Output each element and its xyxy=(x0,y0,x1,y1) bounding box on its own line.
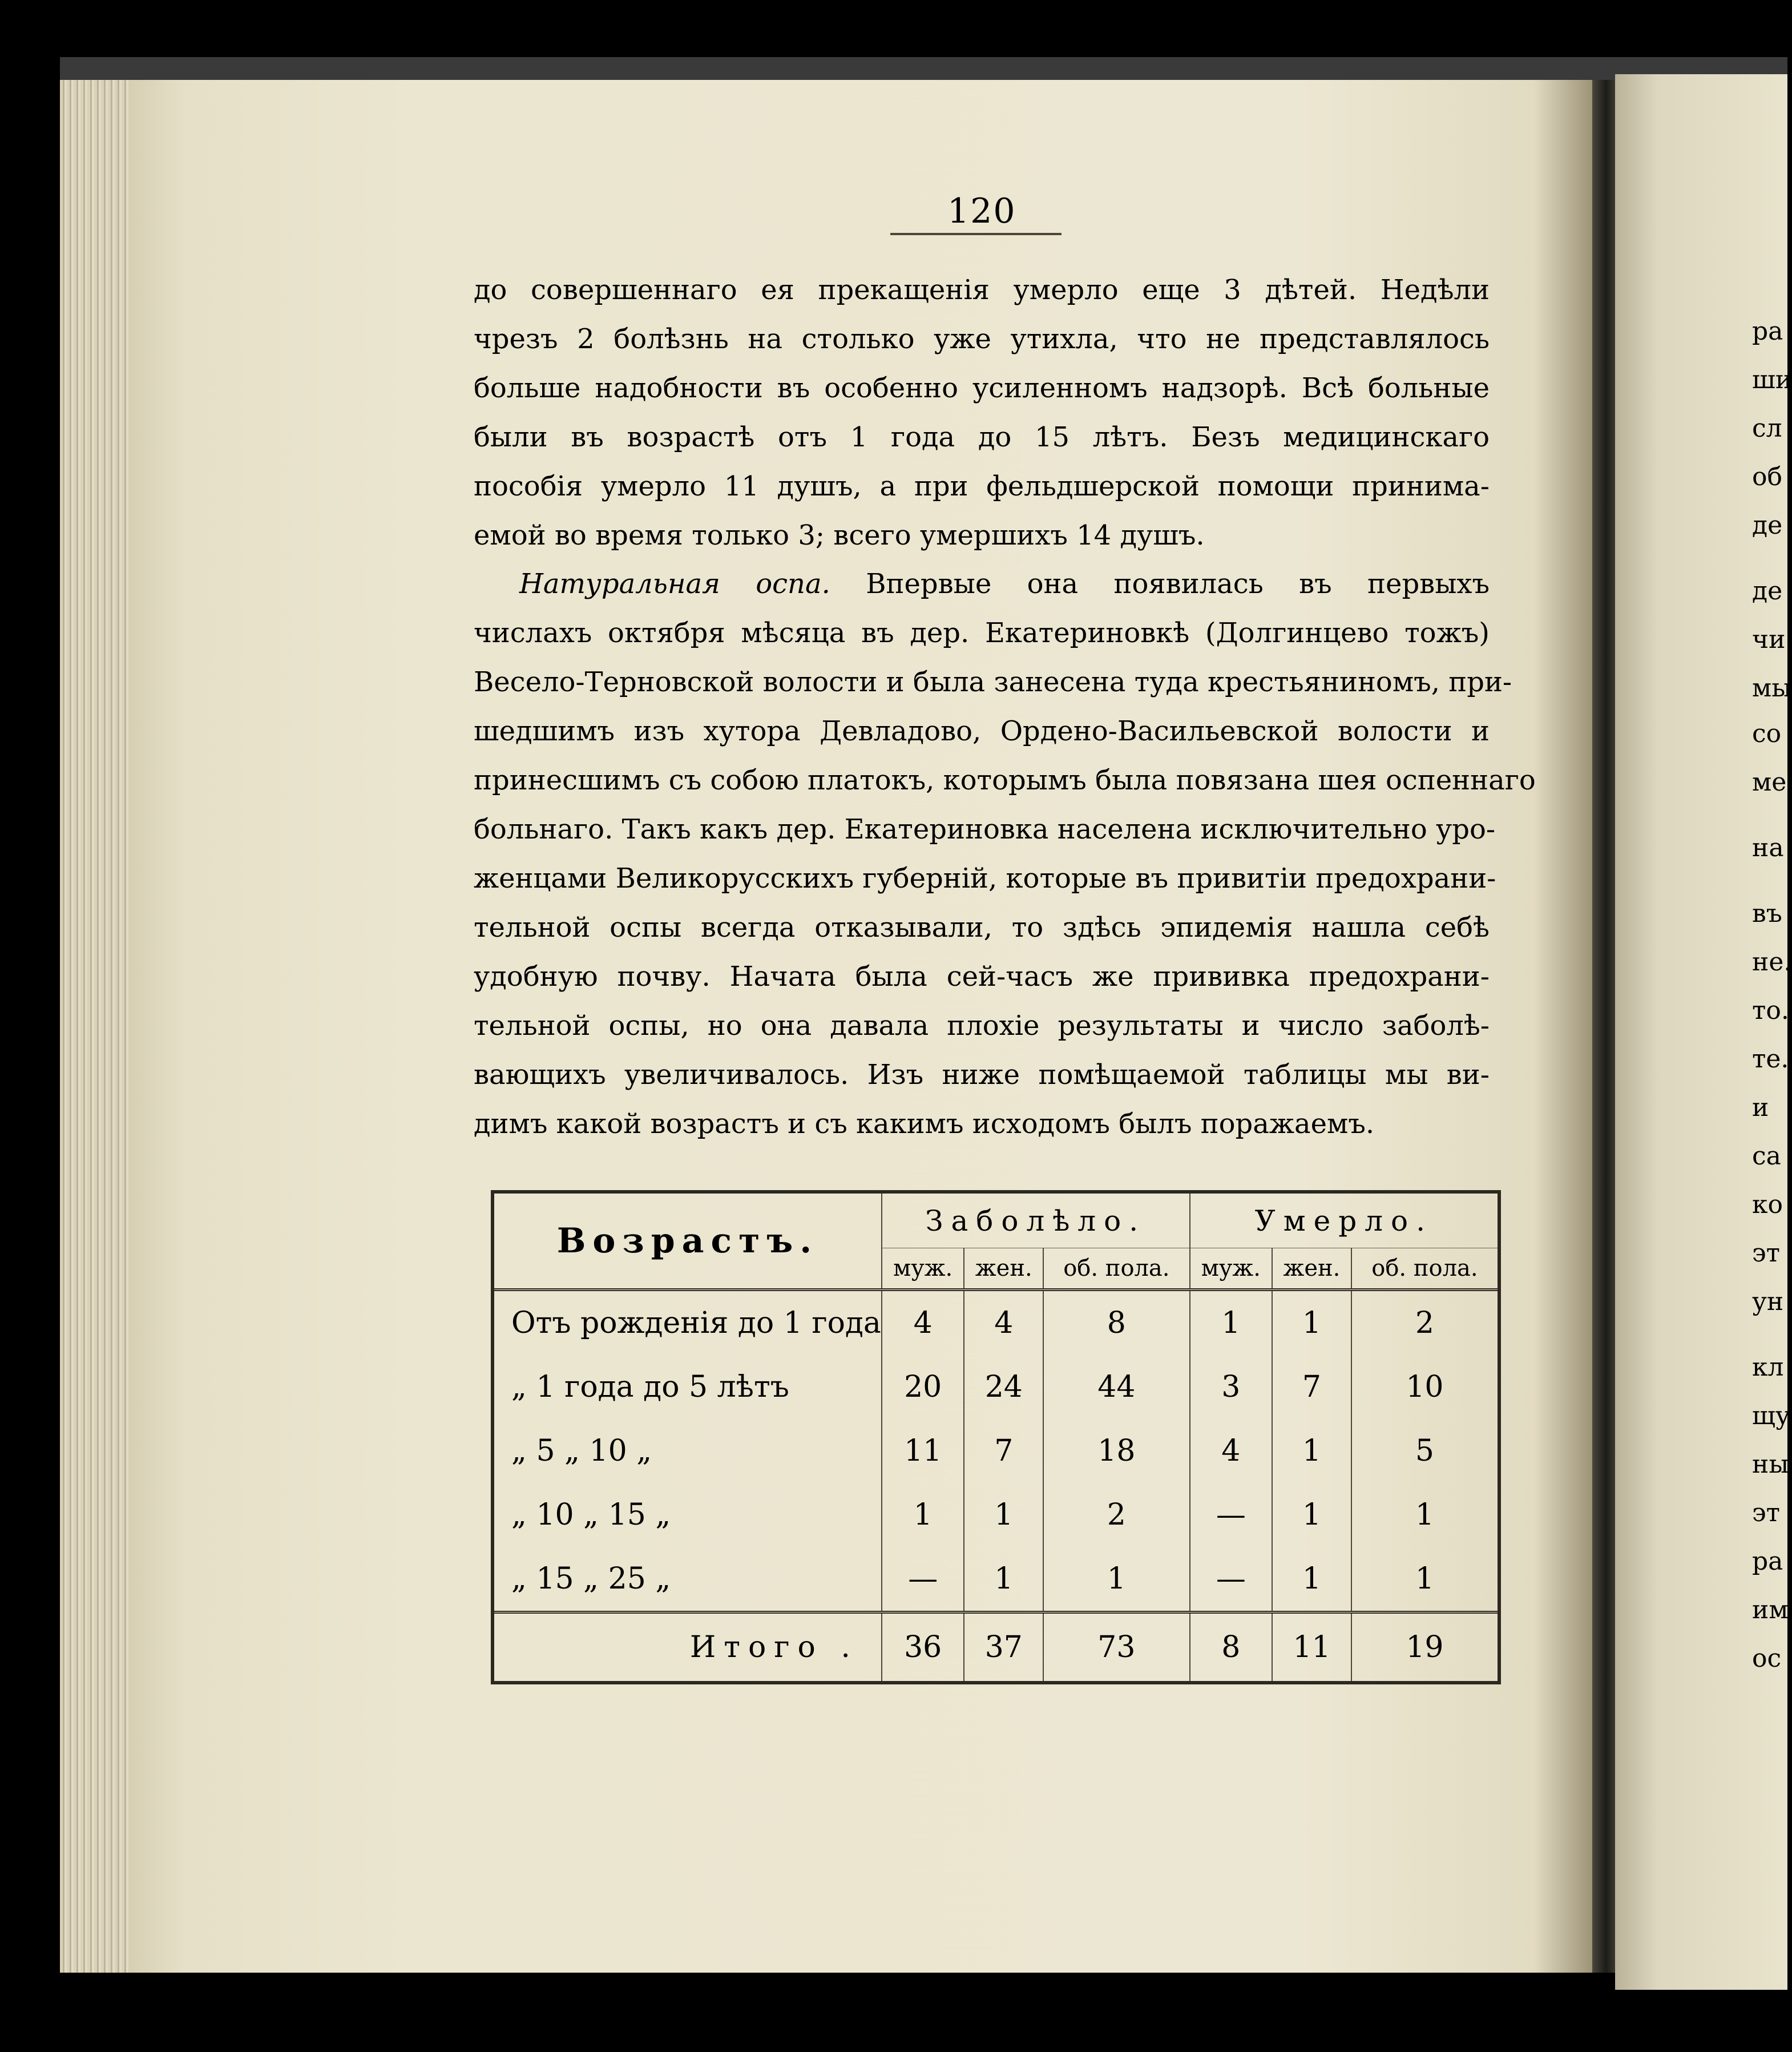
right-page-fragment: эт xyxy=(1752,1498,1780,1527)
value-cell: 1 xyxy=(1272,1547,1351,1612)
book-gutter xyxy=(1592,80,1615,1973)
sub-header: об. пола. xyxy=(1351,1248,1499,1290)
text-line: числахъ октября мѣсяца въ дер. Екатериновкѣ (Долгинцево тожъ) xyxy=(474,617,1490,649)
section-heading: Натуральная оспа. xyxy=(519,568,830,600)
text-line: чрезъ 2 болѣзнь на столько уже утихла, что не представлялось xyxy=(474,323,1490,355)
value-cell: 18 xyxy=(1043,1419,1189,1483)
total-row xyxy=(493,1612,1499,1683)
text-line: Весело-Терновской волости и была занесена туда крестьяниномъ, при- xyxy=(474,666,1512,698)
age-header: Возрастъ. xyxy=(493,1192,882,1290)
right-page-fragment: ун xyxy=(1752,1287,1784,1316)
total-cell: 37 xyxy=(964,1612,1043,1683)
value-cell: 3 xyxy=(1190,1355,1273,1419)
value-cell: 8 xyxy=(1043,1290,1189,1356)
value-cell: 4 xyxy=(964,1290,1043,1356)
total-cell: 73 xyxy=(1043,1612,1189,1683)
right-page-fragment: ос xyxy=(1752,1644,1782,1673)
right-page-fragment: то. xyxy=(1752,996,1789,1025)
right-page-fragment: де xyxy=(1752,577,1783,606)
right-page-fragment: ме xyxy=(1752,768,1787,797)
page-number-rule xyxy=(890,233,1062,235)
sub-header: жен. xyxy=(964,1248,1043,1290)
value-cell: 4 xyxy=(882,1290,964,1356)
text-line: пособія умерло 11 душъ, а при фельдшерской помощи принима- xyxy=(474,470,1490,502)
right-page-fragment: на xyxy=(1752,833,1784,862)
text-line: вающихъ увеличивалось. Изъ ниже помѣщаемой таблицы мы ви- xyxy=(474,1059,1490,1091)
table-row xyxy=(493,1290,1499,1356)
total-cell: 36 xyxy=(882,1612,964,1683)
total-cell: 19 xyxy=(1351,1612,1499,1683)
right-page-fragment: те. xyxy=(1752,1045,1789,1074)
right-page-fragment: ны xyxy=(1752,1450,1789,1479)
value-cell: 1 xyxy=(882,1483,964,1547)
right-page-fragment: щу xyxy=(1752,1401,1790,1430)
age-cell: „ 10 „ 15 „ xyxy=(493,1483,882,1547)
value-cell: 1 xyxy=(1272,1483,1351,1547)
paragraph-1 xyxy=(474,265,1490,560)
right-page-fragment: са xyxy=(1752,1142,1781,1171)
age-cell: „ 15 „ 25 „ xyxy=(493,1547,882,1612)
right-page-fragment: ра xyxy=(1752,317,1783,346)
right-page-fragment: эт xyxy=(1752,1239,1780,1268)
text-line xyxy=(474,559,1490,608)
right-page-fragment: кл xyxy=(1752,1353,1784,1382)
right-page-fragment: де xyxy=(1752,511,1783,540)
value-cell: 1 xyxy=(1190,1290,1273,1356)
right-page-fragment: не. xyxy=(1752,948,1792,977)
value-cell: 7 xyxy=(964,1419,1043,1483)
age-cell: „ 1 года до 5 лѣтъ xyxy=(493,1355,882,1419)
value-cell: 2 xyxy=(1043,1483,1189,1547)
right-page-fragment: мы xyxy=(1752,674,1792,703)
value-cell: 4 xyxy=(1190,1419,1273,1483)
value-cell: 10 xyxy=(1351,1355,1499,1419)
died-group-header: Умерло. xyxy=(1190,1192,1499,1248)
value-cell: 20 xyxy=(882,1355,964,1419)
right-page-fragment: чи xyxy=(1752,625,1786,654)
value-cell: 1 xyxy=(1351,1547,1499,1612)
value-cell: 7 xyxy=(1272,1355,1351,1419)
total-cell: 8 xyxy=(1190,1612,1273,1683)
right-page-fragment: им xyxy=(1752,1595,1789,1624)
table-row xyxy=(493,1355,1499,1419)
value-cell: 11 xyxy=(882,1419,964,1483)
heading-line-rest: Впервые она появилась въ первыхъ xyxy=(866,568,1490,600)
right-page-fragment: ши xyxy=(1752,365,1792,394)
value-cell: 1 xyxy=(964,1547,1043,1612)
smallpox-table xyxy=(491,1190,1501,1684)
text-line: женцами Великорусскихъ губерній, которые въ привитіи предохрани- xyxy=(474,862,1496,894)
right-page-fragment: об xyxy=(1752,462,1782,491)
value-cell: — xyxy=(1190,1547,1273,1612)
text-line: тельной оспы, но она давала плохіе результаты и число заболѣ- xyxy=(474,1010,1490,1042)
sub-header: жен. xyxy=(1272,1248,1351,1290)
total-cell: 11 xyxy=(1272,1612,1351,1683)
text-line: димъ какой возрастъ и съ какимъ исходомъ былъ поражаемъ. xyxy=(474,1108,1375,1140)
sub-header: об. пола. xyxy=(1043,1248,1189,1290)
table-row xyxy=(493,1419,1499,1483)
right-page-fragment: и xyxy=(1752,1093,1769,1122)
right-page-fragment: со xyxy=(1752,719,1782,748)
age-cell: Отъ рожденія до 1 года xyxy=(493,1290,882,1356)
text-line: больнаго. Такъ какъ дер. Екатериновка населена исключительно уро- xyxy=(474,813,1496,845)
text-line: были въ возрастѣ отъ 1 года до 15 лѣтъ. Безъ медицинскаго xyxy=(474,421,1490,453)
paragraph-2 xyxy=(474,559,1536,1148)
value-cell: 1 xyxy=(1272,1419,1351,1483)
sick-group-header: Заболѣло. xyxy=(882,1192,1190,1248)
value-cell: 2 xyxy=(1351,1290,1499,1356)
table-row xyxy=(493,1547,1499,1612)
age-cell: „ 5 „ 10 „ xyxy=(493,1419,882,1483)
right-page-fragment: ко xyxy=(1752,1190,1783,1219)
text-line: емой во время только 3; всего умершихъ 14 душъ. xyxy=(474,519,1205,551)
text-line: шедшимъ изъ хутора Девладово, Ордено-Васильевской волости и xyxy=(474,715,1490,747)
page-edges xyxy=(60,80,128,1973)
value-cell: 1 xyxy=(1272,1290,1351,1356)
right-page-fragment: сл xyxy=(1752,414,1782,443)
sub-header: муж. xyxy=(882,1248,964,1290)
right-page-fragment: ра xyxy=(1752,1547,1783,1576)
value-cell: 5 xyxy=(1351,1419,1499,1483)
total-label: Итого . xyxy=(493,1612,882,1683)
value-cell: 24 xyxy=(964,1355,1043,1419)
value-cell: 1 xyxy=(1351,1483,1499,1547)
text-line: больше надобности въ особенно усиленномъ надзорѣ. Всѣ больные xyxy=(474,372,1490,404)
text-line: удобную почву. Начата была сей-часъ же прививка предохрани- xyxy=(474,961,1490,993)
text-line: до совершеннаго ея прекащенія умерло еще 3 дѣтей. Недѣли xyxy=(474,274,1490,306)
table-row xyxy=(493,1483,1499,1547)
value-cell: 1 xyxy=(964,1483,1043,1547)
text-line: тельной оспы всегда отказывали, то здѣсь эпидемія нашла себѣ xyxy=(474,912,1490,944)
value-cell: 1 xyxy=(1043,1547,1189,1612)
value-cell: 44 xyxy=(1043,1355,1189,1419)
text-line: принесшимъ съ собою платокъ, которымъ была повязана шея оспеннаго xyxy=(474,764,1536,796)
value-cell: — xyxy=(882,1547,964,1612)
right-page-fragment: въ xyxy=(1752,899,1782,928)
right-page xyxy=(1615,74,1787,1990)
page-number: 120 xyxy=(947,191,1016,231)
value-cell: — xyxy=(1190,1483,1273,1547)
sub-header: муж. xyxy=(1190,1248,1273,1290)
